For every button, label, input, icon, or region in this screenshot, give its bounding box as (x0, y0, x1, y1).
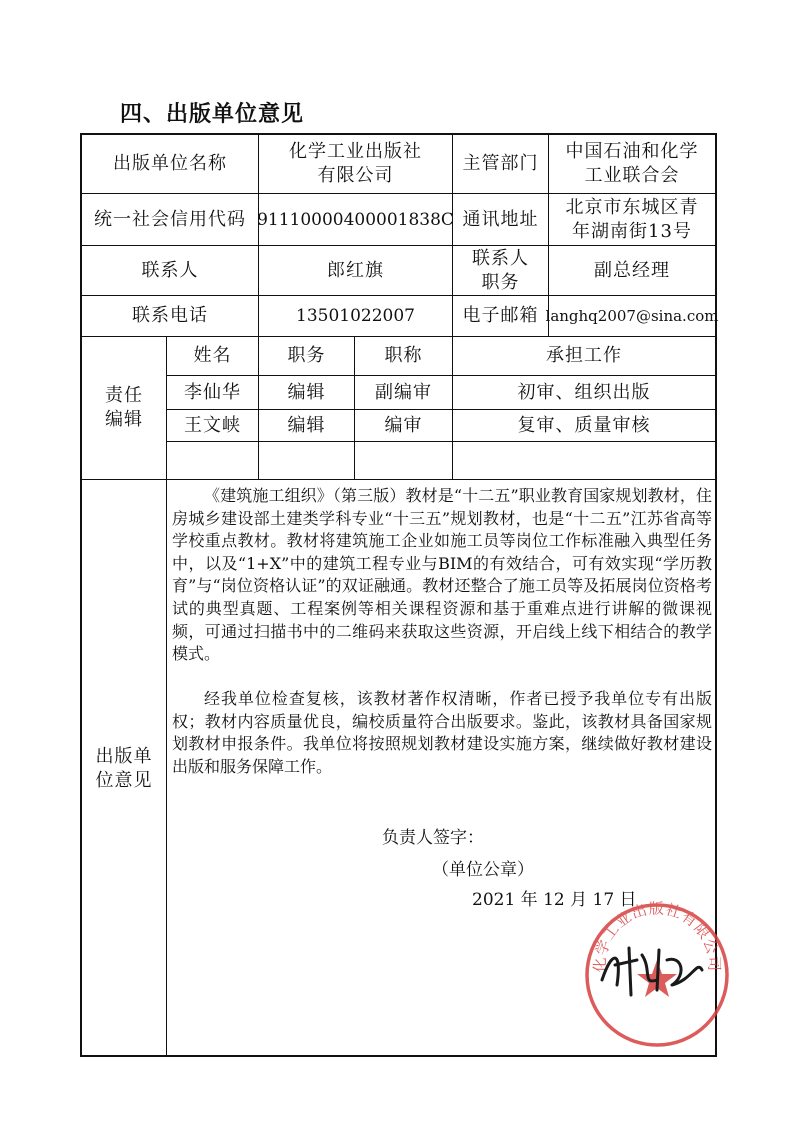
signature-label: 负责人签字： (382, 828, 484, 848)
publisher-opinion-form (80, 133, 724, 1057)
opinion-label: 出版单 位意见 (95, 745, 153, 791)
editor-row-1-title: 副编审 (375, 381, 432, 403)
publisher-name-value: 化学工业出版社 有限公司 (289, 141, 422, 186)
address-value: 北京市东城区青 年湖南街13号 (565, 196, 699, 242)
credit-code-label: 统一社会信用代码 (94, 208, 246, 230)
editor-row-2-title: 编审 (384, 414, 423, 436)
editor-row-1-name: 李仙华 (184, 381, 241, 403)
supervising-dept-label: 主管部门 (462, 153, 539, 174)
date-text: 2021 年 12 月 17 日 (472, 890, 637, 910)
phone-value: 13501022007 (296, 306, 415, 326)
editor-header-title: 职称 (384, 345, 423, 366)
contact-position-label: 联系人 职务 (472, 247, 529, 293)
section-title: 四、出版单位意见 (120, 102, 305, 127)
contact-label: 联系人 (141, 259, 199, 281)
supervising-dept-value: 中国石油和化学 工业联合会 (565, 141, 699, 186)
editor-header-duty: 承担工作 (546, 345, 622, 366)
editor-header-role: 职务 (287, 345, 326, 366)
editor-row-2-name: 王文峡 (184, 414, 241, 436)
editor-row-1-role: 编辑 (287, 381, 326, 403)
editor-row-1-duty: 初审、组织出版 (517, 381, 651, 403)
publisher-name-label: 出版单位名称 (113, 153, 227, 174)
opinion-paragraph-2: 经我单位检查复核，该教材著作权清晰，作者已授予我单位专有出版权；教材内容质量优良，编校质量符合出版要求。鉴此，该教材具备国家规划教材申报条件。我单位将按照规划教材建设实施方案，继续做好教材建设出版和服务保障工作。 (172, 689, 712, 776)
contact-value: 郎红旗 (327, 259, 384, 281)
email-value: langhq2007@sina.com (545, 307, 719, 325)
editors-section-label: 责任 编辑 (105, 385, 143, 430)
phone-label: 联系电话 (132, 305, 208, 326)
credit-code-value: 91110000400001838C (257, 209, 454, 230)
opinion-paragraph-1: 《建筑施工组织》（第三版）教材是“十二五”职业教育国家规划教材，住房城乡建设部土建类学科专业“十三五”规划教材，也是“十二五”江苏省高等学校重点教材。教材将建筑施工企业如施工员等岗位工作标准融入典型任务中，以及“1+X”中的建筑工程专业与BIM的有效结合，可有效实现“学历教育”与“岗位资格认证”的双证融通。教材还整合了施工员等及拓展岗位资格考试的典型真题、工程案例等相关课程资源和基于重难点进行讲解的微课视频，可通过扫描书中的二维码来获取这些资源，开启线上线下相结合的教学模式。 (172, 486, 712, 664)
seal-label: （单位公章） (432, 860, 534, 880)
svg-text:化学工业出版社有限公司: 化学工业出版社有限公司 (590, 900, 724, 973)
editor-header-name: 姓名 (193, 345, 232, 366)
editor-row-2-role: 编辑 (287, 414, 326, 436)
contact-position-value: 副总经理 (594, 259, 670, 281)
email-label: 电子邮箱 (462, 305, 539, 326)
editor-row-2-duty: 复审、质量审核 (517, 414, 651, 436)
handwritten-signature (597, 940, 707, 1000)
address-label: 通讯地址 (462, 208, 539, 230)
